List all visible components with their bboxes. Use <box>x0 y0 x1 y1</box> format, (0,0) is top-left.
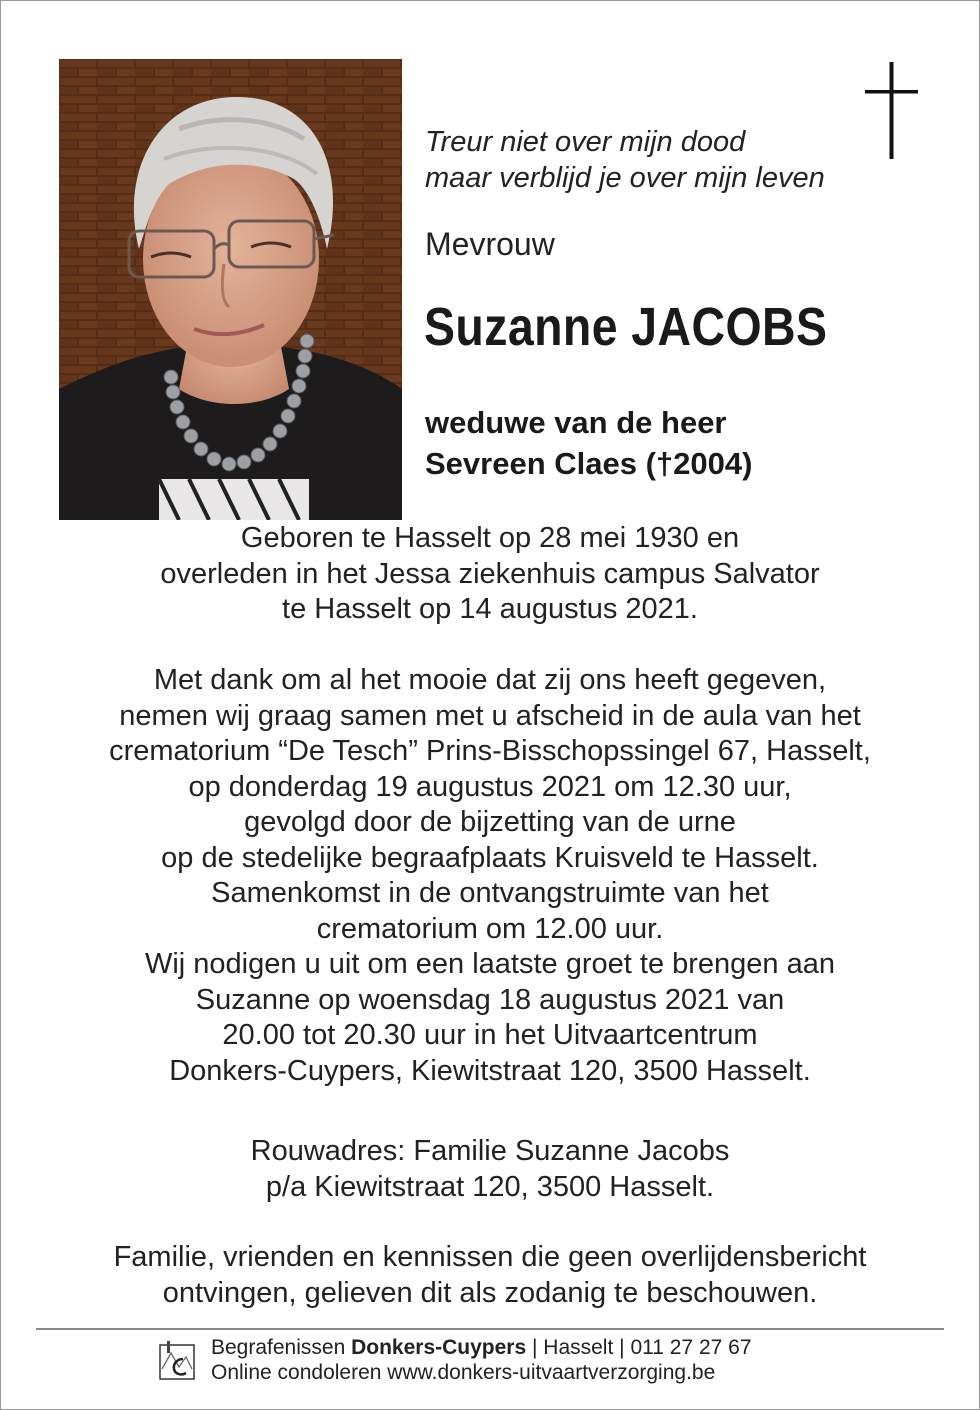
footer-prefix: Begrafenissen <box>211 1336 352 1359</box>
separator: | <box>526 1336 544 1359</box>
spouse-info <box>425 402 945 484</box>
text-line: Rouwadres: Familie Suzanne Jacobs <box>250 1135 730 1167</box>
company-phone: 011 27 27 67 <box>630 1336 752 1359</box>
honorific: Mevrouw <box>425 226 555 262</box>
spouse-line: weduwe van de heer <box>425 405 727 440</box>
footer-line-company <box>211 1335 951 1360</box>
memorial-quote <box>425 124 945 196</box>
footer <box>211 1335 951 1385</box>
text-line: Samenkomst in de ontvangstruimte van het <box>211 877 769 909</box>
text-line: overleden in het Jessa ziekenhuis campus Salvator <box>160 557 820 590</box>
deceased-name: Suzanne JACOBS <box>424 297 828 357</box>
company-city: Hasselt <box>543 1336 614 1359</box>
ceremony-paragraph <box>30 663 950 1089</box>
text-line: op donderdag 19 augustus 2021 om 12.30 uur, <box>188 770 792 803</box>
text-line: Met dank om al het mooie dat zij ons heeft gegeven, <box>153 664 827 696</box>
text-line: Geboren te Hasselt op 28 mei 1930 en <box>240 522 740 554</box>
text-line: Suzanne op woensdag 18 augustus 2021 van <box>195 983 785 1016</box>
website-link[interactable]: www.donkers-uitvaartverzorging.be <box>387 1361 716 1384</box>
portrait-photo <box>59 59 402 520</box>
text-line: op de stedelijke begraafplaats Kruisveld te Hasselt. <box>161 841 819 874</box>
funeral-home-logo-icon <box>157 1339 197 1383</box>
text-line: crematorium “De Tesch” Prins-Bisschopssingel 67, Hasselt, <box>109 735 871 767</box>
online-label: Online condoleren <box>211 1361 388 1384</box>
text-line: p/a Kiewitstraat 120, 3500 Hasselt. <box>265 1170 715 1203</box>
text-line: nemen wij graag samen met u afscheid in de aula van het <box>119 699 861 732</box>
quote-line: Treur niet over mijn dood <box>425 126 746 158</box>
quote-line: maar verblijd je over mijn leven <box>425 162 825 194</box>
text-line: Wij nodigen u uit om een laatste groet te brengen aan <box>144 948 835 980</box>
text-line: 20.00 tot 20.30 uur in het Uitvaartcentrum <box>222 1019 758 1051</box>
mourning-address <box>30 1134 950 1205</box>
birth-death-paragraph <box>30 521 950 628</box>
text-line: crematorium om 12.00 uur. <box>316 912 664 945</box>
text-line: ontvingen, gelieven dit als zodanig te beschouwen. <box>162 1276 818 1309</box>
footer-divider <box>36 1328 944 1330</box>
text-line: te Hasselt op 14 augustus 2021. <box>282 593 698 625</box>
text-line: gevolgd door de bijzetting van de urne <box>244 806 736 838</box>
text-line: Donkers-Cuypers, Kiewitstraat 120, 3500 Hasselt. <box>169 1054 811 1087</box>
footer-line-online <box>211 1360 951 1385</box>
spouse-line: Sevreen Claes (†2004) <box>425 446 753 481</box>
company-name: Donkers-Cuypers <box>351 1336 527 1359</box>
closing-note <box>30 1240 950 1311</box>
text-line: Familie, vrienden en kennissen die geen overlijdensbericht <box>113 1241 867 1273</box>
separator: | <box>613 1336 631 1359</box>
